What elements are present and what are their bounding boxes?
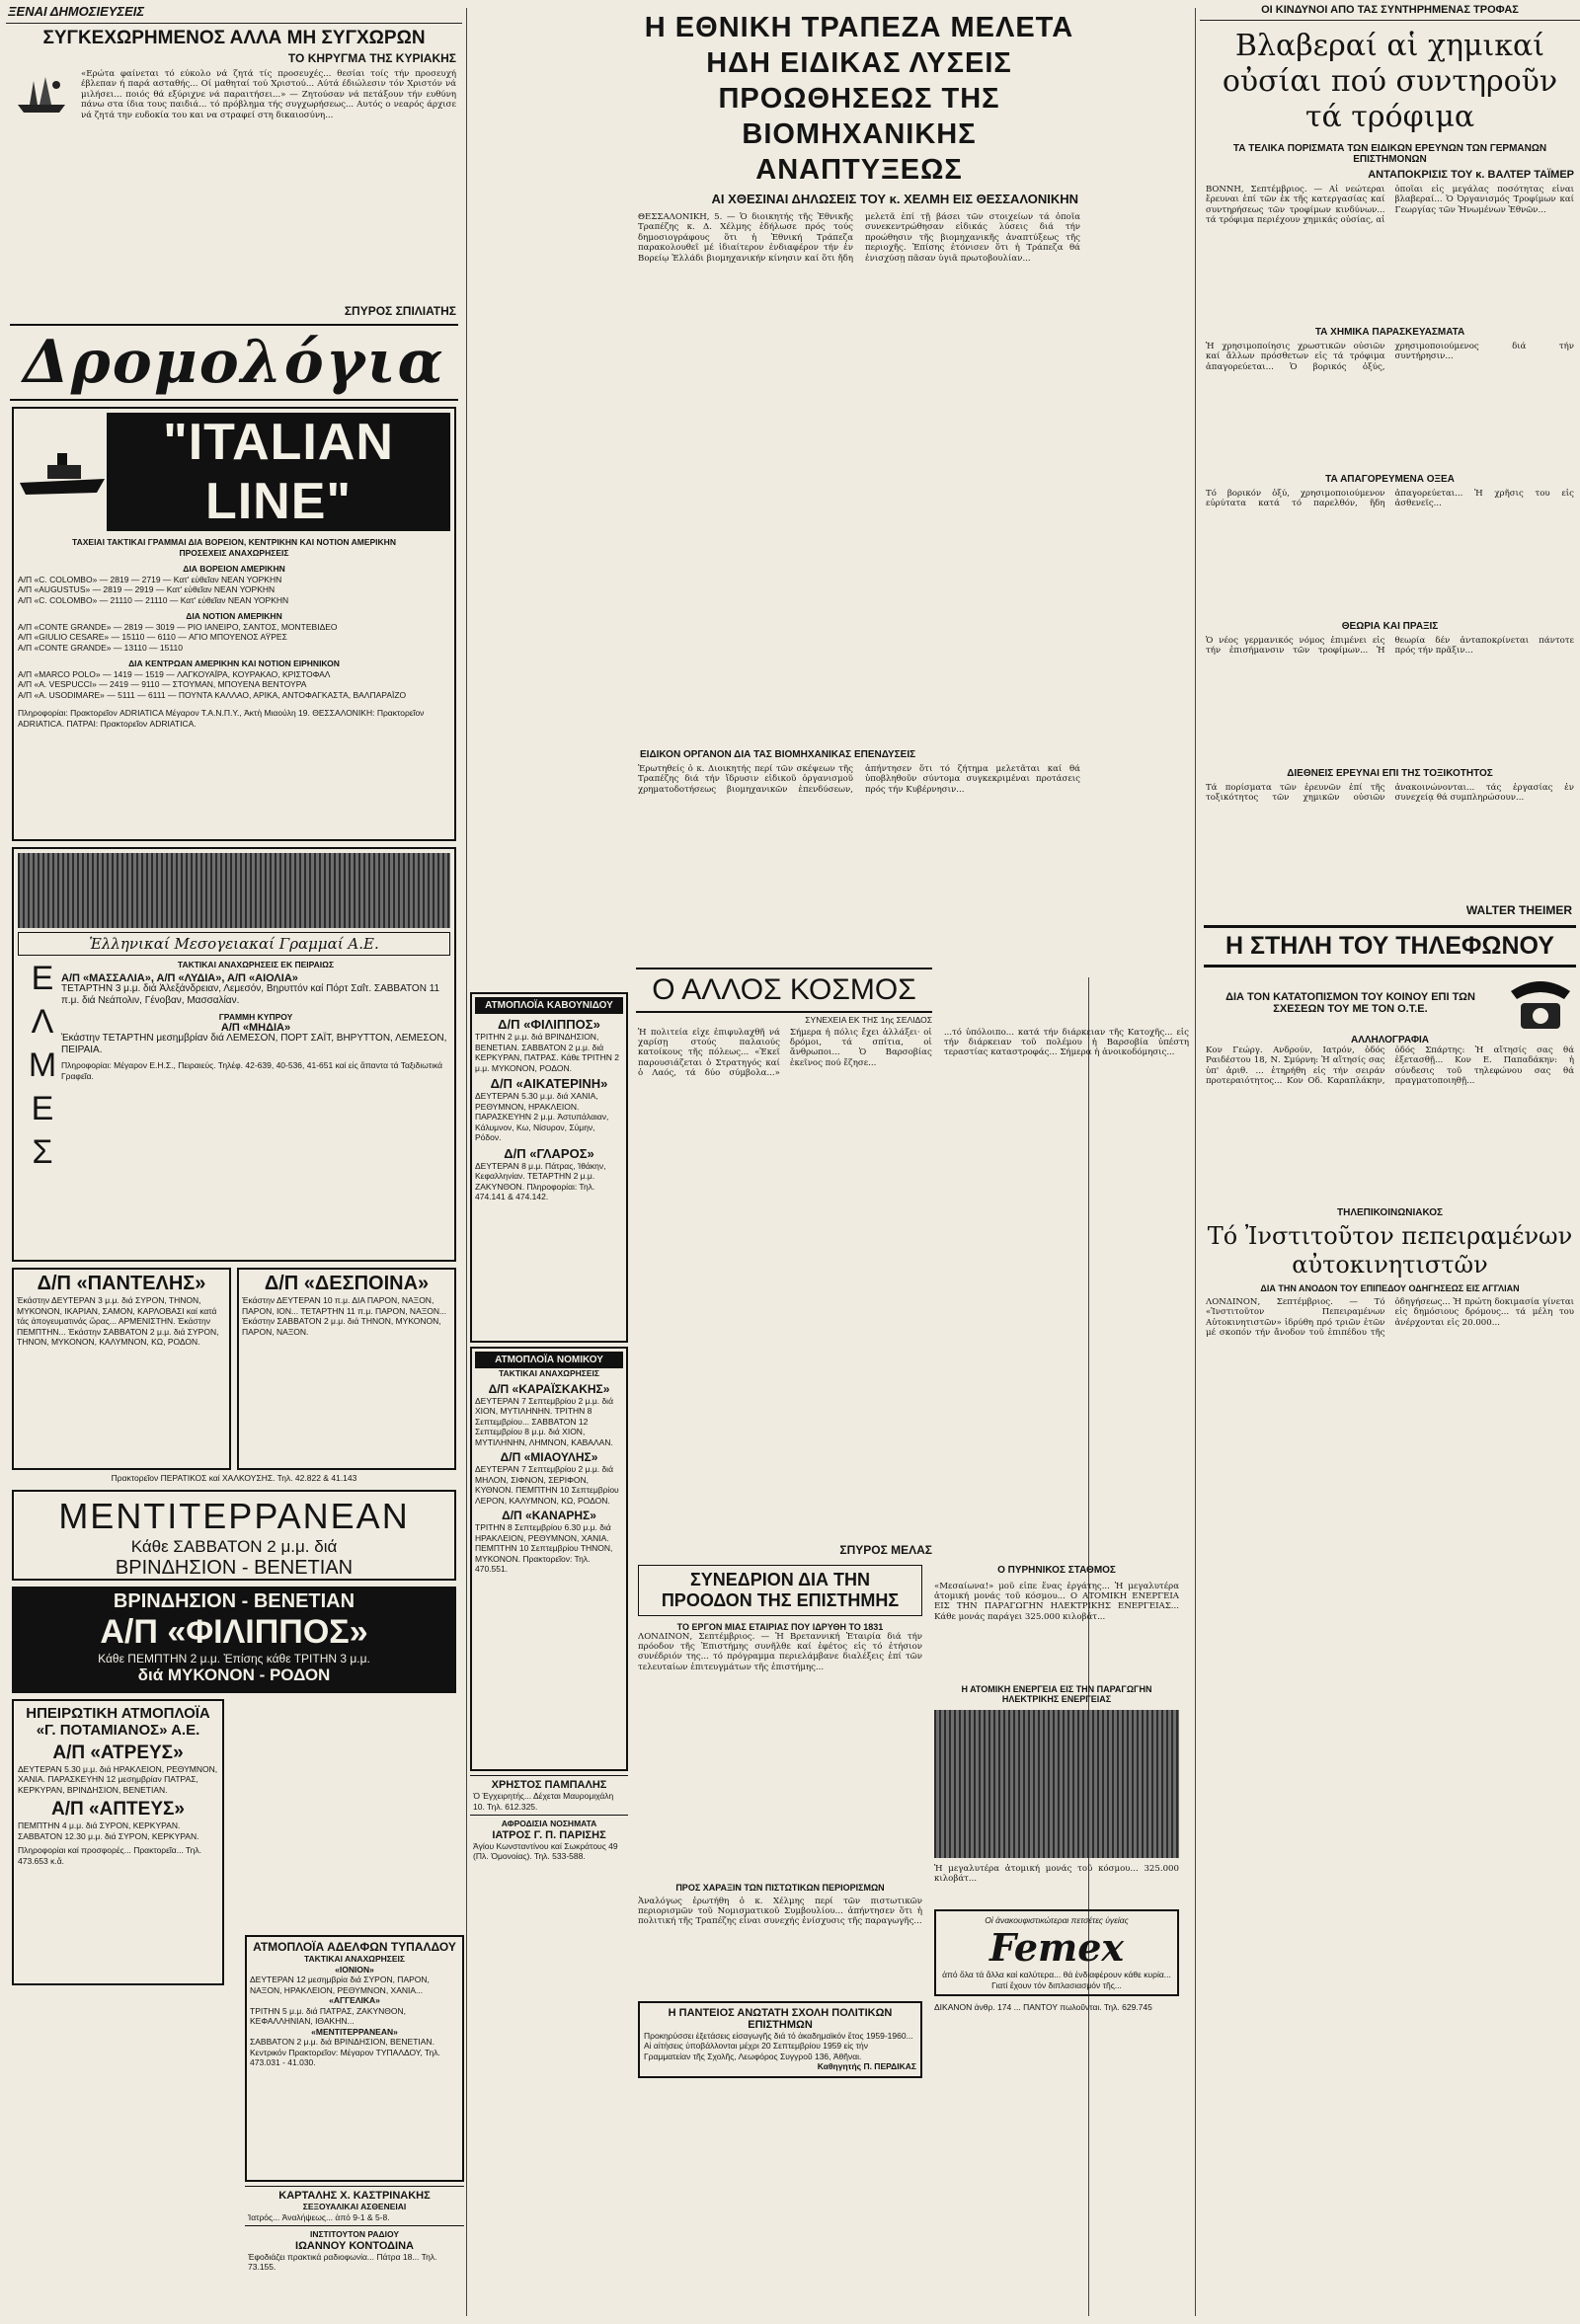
north-header: ΔΙΑ ΒΟΡΕΙΟΝ ΑΜΕΡΙΚΗΝ bbox=[183, 564, 285, 574]
kavounidis-brand: ΑΤΜΟΠΛΟΪΑ ΚΑΒΟΥΝΙΔΟΥ bbox=[475, 997, 623, 1014]
doctor3-text: Ἰατρός... Ἀναλήψεως... ἀπό 9-1 & 5-8. bbox=[248, 2211, 390, 2222]
main-body2: Ἐρωτηθείς ὁ κ. Διοικητής περί τῶν σκέψεων τῆς Τραπέζης διά τήν ἵδρυσιν εἰδικοῦ ὀργανισμοῦ χρηματοδοτήσεως βιομηχανικῶν ἐπενδύσεων, ἀπήντησεν ὅτι τό ζήτημα μελετᾶται καί θά ὑποβληθοῦν σύντομα συγκεκριμέναι προτάσεις πρός τήν Κυβέρνησιν... bbox=[638, 764, 1080, 795]
nomikos-ad bbox=[470, 1347, 628, 1771]
radio-text: Ἐφοδιάζει πρακτικά ραδιοφωνία... Πάτρα 18... Τηλ. 73.155. bbox=[248, 2251, 437, 2272]
doctor3-name: ΚΑΡΤΑΛΗΣ Χ. ΚΑΣΤΡΙΝΑΚΗΣ bbox=[278, 2190, 431, 2202]
nuclear-body: «Μεσαίωνα!» μοῦ εἶπε ἕνας ἐργάτης... Ἡ μεγαλυτέρα ἀτομική μονάς τοῦ κόσμου... Ο ΑΤΟΜΙΚΗ ΕΝΕΡΓΕΙΑ ΕΙΣ ΤΗΝ ΠΑΡΑΓΩΓΗΝ ΗΛΕΚΤΡΙΚΗΣ ΕΝΕΡΓΕΙΑΣ... Κάθε μονάς παράγει 325.000 κιλοβάτ... bbox=[934, 1581, 1179, 1622]
tilep-headline: Τό Ἰνστιτοῦτον πεπειραμένων αὐτοκινητιστῶν bbox=[1207, 1222, 1573, 1278]
hellenic-name: Ἑλληνικαί Μεσογειακαί Γραμμαί Α.Ε. bbox=[18, 932, 450, 956]
typaldos-ship3-text: ΣΑΒΒΑΤΟΝ 2 μ.μ. διά ΒΡΙΝΔΗΣΙΟΝ, ΒΕΝΕΤΙΑΝ. bbox=[250, 2037, 434, 2047]
synedrion-body: ΛΟΝΔΙΝΟΝ, Σεπτέμβριος. — Ἡ Βρεταννική Ἑταιρία διά τήν πρόοδον τῆς Ἐπιστήμης συνῆλθε καί ἐφέτος εἰς τό ἐτήσιον συνέδριόν της... τό πρόγραμμα περιελάμβανε διαλέξεις ἐπί τῶν τελευταίων ἐπιτευγμάτων τῆς ἐπιστήμης... bbox=[638, 1631, 922, 1672]
typaldos-info: Κεντρικόν Πρακτορεῖον: Μέγαρον ΤΥΠΑΛΔΟΥ, Τηλ. 473.031 - 41.030. bbox=[250, 2047, 440, 2067]
main-headline: Η ΕΘΝΙΚΗ ΤΡΑΠΕΖΑ ΜΕΛΕΤΑ ΗΔΗ ΕΙΔΙΚΑΣ ΛΥΣΕΙΣ ΠΡΟΩΘΗΣΕΩΣ ΤΗΣ ΒΙΟΜΗΧΑΝΙΚΗΣ ΑΝΑΠΤΥΞΕΩΣ bbox=[644, 12, 1074, 186]
nuclear-title: Ο ΠΥΡΗΝΙΚΟΣ ΣΤΑΘΜΟΣ bbox=[997, 1564, 1116, 1576]
pantelis-ad bbox=[12, 1268, 231, 1470]
potamianos-ad bbox=[12, 1699, 224, 1985]
south-row: Α/Π «CONTE GRANDE» — 2819 — 3019 — ΡΙΟ ΙΑΝΕΙΡΟ, ΣΑΝΤΟΣ, ΜΟΝΤΕΒΙΔΕΟ bbox=[18, 621, 338, 632]
nomikos-header: ΤΑΚΤΙΚΑΙ ΑΝΑΧΩΡΗΣΕΙΣ bbox=[498, 1368, 600, 1378]
section-kicker: ΞΕΝΑΙ ΔΗΜΟΣΙΕΥΣΕΙΣ bbox=[6, 0, 462, 24]
nomikos-ship1-text: ΔΕΥΤΕΡΑΝ 7 Σεπτεμβρίου 2 μ.μ. διά ΧΙΟΝ, ΜΥΤΙΛΗΝΗΝ. ΤΡΙΤΗΝ 8 Σεπτεμβρίου... ΣΑΒΒΑΤΟΝ 12 Σεπτεμβρίου 8 μ.μ. διά ΧΙΟΝ, ΜΥΤΙΛΗΝΗΝ, ΛΗΜΝΟΝ, ΚΑΒΑΛΑΝ. bbox=[475, 1395, 613, 1447]
food-body: ΒΟΝΝΗ, Σεπτέμβριος. — Αἱ νεώτεραι ἔρευναι ἐπί τῶν ἐκ τῆς κατεργασίας καί συντηρήσεως τῶν τροφίμων κινδύνων... τά τρόφιμα περιέχουν χημικάς οὐσίας, αἱ ὁποῖαι εἰς μεγάλας ποσότητας εἶναι βλαβεραί... Ὁ Ὀργανισμός Τροφίμων καί Γεωργίας τῶν Ἡνωμένων Ἐθνῶν... bbox=[1206, 185, 1574, 226]
south-row: Α/Π «CONTE GRANDE» — 13110 — 15110 bbox=[18, 642, 183, 653]
sermon-source: ΤΟ ΚΗΡΥΓΜΑ ΤΗΣ ΚΥΡΙΑΚΗΣ bbox=[287, 51, 456, 65]
central-row: Α/Π «A. VESPUCCI» — 2419 — 9110 — ΣΤΟΥΜΑΝ, ΜΠΟΥΕΝΑ ΒΕΝΤΟΥΡΑ bbox=[18, 679, 307, 689]
food-body-c: Ὁ νέος γερμανικός νόμος ἐπιμένει εἰς τήν ἐπισήμανσιν τῶν τροφίμων... Ἡ θεωρία δέν ἀνταποκρίνεται πάντοτε πρός τήν πρᾶξιν... bbox=[1206, 636, 1574, 657]
italian-line-brand: "ITALIAN LINE" bbox=[107, 413, 450, 531]
main-sub2: ΕΙΔΙΚΟΝ ΟΡΓΑΝΟΝ ΔΙΑ ΤΑΣ ΒΙΟΜΗΧΑΝΙΚΑΣ ΕΠΕΝΔΥΣΕΙΣ bbox=[640, 749, 916, 760]
nomikos-ship3: Δ/Π «ΚΑΝΑΡΗΣ» bbox=[502, 1509, 596, 1522]
radio-ad bbox=[245, 2225, 464, 2276]
north-row: Α/Π «AUGUSTUS» — 2819 — 2919 — Κατ' εὐθεῖαν ΝΕΑΝ ΥΟΡΚΗΝ bbox=[18, 584, 276, 594]
north-row: Α/Π «C. COLOMBO» — 2819 — 2719 — Κατ' εὐθεῖαν ΝΕΑΝ ΥΟΡΚΗΝ bbox=[18, 574, 282, 584]
doctor1-ad bbox=[470, 1775, 628, 1815]
filippos-line2: Α/Π «ΦΙΛΙΠΠΟΣ» bbox=[100, 1612, 368, 1651]
food-sub-d: ΔΙΕΘΝΕΙΣ ΕΡΕΥΝΑΙ ΕΠΙ ΤΗΣ ΤΟΞΙΚΟΤΗΤΟΣ bbox=[1287, 768, 1493, 779]
filippos-banner bbox=[12, 1587, 456, 1693]
italian-subtitle2: ΠΡΟΣΕΧΕΙΣ ΑΝΑΧΩΡΗΣΕΙΣ bbox=[179, 547, 289, 558]
typaldos-ad bbox=[245, 1935, 464, 2182]
food-signature: WALTER THEIMER bbox=[1465, 903, 1572, 917]
food-sub-b: ΤΑ ΑΠΑΓΟΡΕΥΜΕΝΑ ΟΞΕΑ bbox=[1325, 474, 1455, 485]
hellenic-days: ΤΕΤΑΡΤΗΝ 3 μ.μ. διά Ἀλεξάνδρειαν, Λεμεσόν, Βηρυττόν καί Πόρτ Σαΐτ. ΣΑΒΒΑΤΟΝ 11 π.μ. διά Νεάπολιν, Γένοβαν, Μασσαλίαν. bbox=[61, 983, 440, 1006]
allos-kosmos-title: Ο ΑΛΛΟΣ ΚΟΣΜΟΣ bbox=[636, 968, 932, 1013]
synedrion-sub: ΤΟ ΕΡΓΟΝ ΜΙΑΣ ΕΤΑΙΡΙΑΣ ΠΟΥ ΙΔΡΥΘΗ ΤΟ 1831 bbox=[676, 1621, 884, 1632]
doctor3-title: ΣΕΞΟΥΑΛΙΚΑΙ ΑΣΘΕΝΕΙΑΙ bbox=[302, 2202, 407, 2211]
kavounidis-ship3-text: ΔΕΥΤΕΡΑΝ 8 μ.μ. Πάτρας, Ἰθάκην, Κεφαλληνίαν. ΤΕΤΑΡΤΗΝ 2 μ.μ. ΖΑΚΥΝΘΟΝ. Πληροφορίαι: Τηλ. 474.141 & 474.142. bbox=[475, 1160, 606, 1201]
pantelis-text: Ἑκάστην ΔΕΥΤΕΡΑΝ 3 μ.μ. διά ΣΥΡΟΝ, ΤΗΝΟΝ, ΜΥΚΟΝΟΝ, ΙΚΑΡΙΑΝ, ΣΑΜΟΝ, ΚΑΡΛΟΒΑΣΙ καί κατά τάς ἀπογευματινάς ὥρας... ΑΡΜΕΝΙΣΤΗΝ. Ἑκάστην ΠΕΜΠΤΗΝ... Ἑκάστην ΣΑΒΒΑΤΟΝ 2 μ.μ. διά ΣΥΡΟΝ, ΤΗΝΟΝ, ΜΥΚΟΝΟΝ, ΚΑΛΥΜΝΟΝ, ΚΩ, ΡΟΔΟΝ. bbox=[17, 1295, 219, 1347]
typaldos-header: ΤΑΚΤΙΚΑΙ ΑΝΑΧΩΡΗΣΕΙΣ bbox=[303, 1954, 406, 1964]
nuclear-sub: Η ΑΤΟΜΙΚΗ ΕΝΕΡΓΕΙΑ ΕΙΣ ΤΗΝ ΠΑΡΑΓΩΓΗΝ ΗΛΕΚΤΡΙΚΗΣ ΕΝΕΡΓΕΙΑΣ bbox=[961, 1683, 1152, 1704]
kavounidis-ship2-text: ΔΕΥΤΕΡΑΝ 5.30 μ.μ. διά ΧΑΝΙΑ, ΡΕΘΥΜΝΟΝ, ΗΡΑΚΛΕΙΟΝ. ΠΑΡΑΣΚΕΥΗΝ 2 μ.μ. Ἀστυπάλαιαν, Κάλυμνον, Κω, Νίσυρον, Σύμην, Ρόδον. bbox=[475, 1091, 609, 1142]
tilep-kicker: ΤΗΛΕΠΙΚΟΙΝΩΝΙΑΚΟΣ bbox=[1337, 1207, 1443, 1218]
potamianos-ship1: Α/Π «ΑΤΡΕΥΣ» bbox=[52, 1742, 184, 1763]
femex-tag: Οἱ ἀνακουφιστικώτεραι πετσέτες ὑγείας bbox=[985, 1914, 1129, 1925]
phone-body: Κον Γεώργ. Ανδρούν, Ιατρόν, ὁδός Ραιδέστου 18, Ν. Σμύρνη: Ἡ αἴτησίς σας ὑπ' ἀριθ. ... ἐτηρήθη εἰς τήν σειράν προτεραιότητος... Κον Οδ. Καραπλάκην, ὁδός Σπάρτης: Ἡ αἴτησίς σας θά ἐξετασθῇ... Κον Ε. Παπαδάκην: ἡ σύνδεσις τοῦ τηλεφώνου σας θά πραγματοποιηθῇ... bbox=[1206, 1046, 1574, 1087]
tilep-body: ΛΟΝΔΙΝΟΝ, Σεπτέμβριος. — Τό «Ἰνστιτοῦτον Πεπειραμένων Αὐτοκινητιστῶν» ἱδρύθη πρό τριῶν ἐτῶν μέ σκοπόν τήν ἄνοδον τοῦ ἐπιπέδου τῆς ὁδηγήσεως... Ἡ πρώτη δοκιμασία γίνεται εἰς δημόσιους δρόμους... τά μέλη του ἀνέρχονται εἰς 20.000... bbox=[1206, 1297, 1574, 1339]
allos-kosmos-signature: ΣΠΥΡΟΣ ΜΕΛΑΣ bbox=[839, 1542, 932, 1557]
kavounidis-ship2: Δ/Π «ΑΙΚΑΤΕΡΙΝΗ» bbox=[490, 1076, 608, 1091]
pantios-ad bbox=[638, 2001, 922, 2078]
lower-center-block bbox=[632, 968, 1195, 2324]
hellenic-header: ΤΑΚΤΙΚΑΙ ΑΝΑΧΩΡΗΣΕΙΣ ΕΚ ΠΕΙΡΑΙΩΣ bbox=[177, 960, 335, 969]
north-row: Α/Π «C. COLOMBO» — 21110 — 21110 — Κατ' εὐθεῖαν ΝΕΑΝ ΥΟΡΚΗΝ bbox=[18, 594, 289, 605]
nomikos-ship2-text: ΔΕΥΤΕΡΑΝ 7 Σεπτεμβρίου 2 μ.μ. διά ΜΗΛΟΝ, ΣΙΦΝΟΝ, ΣΕΡΙΦΟΝ, ΚΥΘΝΟΝ. ΠΕΜΠΤΗΝ 10 Σεπτεμβρίου ΛΕΡΟΝ, ΚΑΛΥΜΝΟΝ, ΚΩ, ΡΟΔΟΝ. bbox=[475, 1464, 619, 1506]
typaldos-block bbox=[245, 1935, 464, 2324]
radio-title: ΙΝΣΤΙΤΟΥΤΟΝ ΡΑΔΙΟΥ bbox=[309, 2229, 400, 2239]
food-body-a: Ἡ χρησιμοποίησις χρωστικῶν οὐσιῶν καί ἄλλων πρόσθετων εἰς τά τρόφιμα ἀπαγορεύεται... Ὁ βορικός ὀξύς, χρησιμοποιούμενος διά τήν συντήρησιν... bbox=[1206, 342, 1574, 372]
typaldos-title: ΑΤΜΟΠΛΟΪΑ ΑΔΕΛΦΩΝ ΤΥΠΑΛΔΟΥ bbox=[253, 1940, 456, 1954]
doctor3-ad bbox=[245, 2186, 464, 2225]
radio-name: ΙΩΑΝΝΟΥ ΚΟΝΤΟΔΙΝΑ bbox=[295, 2239, 414, 2252]
column-5 bbox=[1200, 0, 1580, 2324]
food-sub-c: ΘΕΩΡΙΑ ΚΑΙ ΠΡΑΞΙΣ bbox=[1341, 621, 1439, 632]
mediterranean-line1: Κάθε ΣΑΒΒΑΤΟΝ 2 μ.μ. διά bbox=[130, 1536, 338, 1556]
typaldos-ship1: «ΙΟΝΙΟΝ» bbox=[335, 1964, 374, 1975]
despoina-ad bbox=[237, 1268, 456, 1470]
potamianos-ship2: Α/Π «ΑΠΤΕΥΣ» bbox=[51, 1799, 185, 1820]
nomikos-brand: ΑΤΜΟΠΛΟΪΑ ΝΟΜΙΚΟΥ bbox=[475, 1352, 623, 1368]
phone-section: ΑΛΛΗΛΟΓΡΑΦΙΑ bbox=[1350, 1035, 1430, 1046]
doctor2-text: Ἀγίου Κωνσταντίνου καί Σωκράτους 49 (Πλ. Ὁμονοίας). Τηλ. 533-588. bbox=[473, 1840, 618, 1861]
food-headline: Βλαβεραί αἱ χημικαί οὐσίαι πού συντηροῦν τά τρόφιμα bbox=[1222, 29, 1558, 134]
typaldos-ship3: «ΜΕΝΤΙΤΕΡΡΑΝΕΑΝ» bbox=[311, 2026, 398, 2037]
despoina-title: Δ/Π «ΔΕΣΠΟΙΝΑ» bbox=[264, 1273, 430, 1294]
nomikos-ship2: Δ/Π «ΜΙΑΟΥΛΗΣ» bbox=[500, 1450, 598, 1464]
middle-ads-block bbox=[470, 992, 628, 2324]
femex-brand: Femex bbox=[988, 1925, 1125, 1970]
femex-text: ἀπό ὅλα τά ἄλλα καί καλύτερα... θά ἐνδιαφέρουν κάθε κυρία... Γιατί ἔχουν τόν διπλασιασμόν τῆς... bbox=[942, 1970, 1171, 1990]
main-subhead: ΑΙ ΧΘΕΣΙΝΑΙ ΔΗΛΩΣΕΙΣ ΤΟΥ κ. ΧΕΛΜΗ ΕΙΣ ΘΕΣΣΑΛΟΝΙΚΗΝ bbox=[711, 192, 1078, 206]
pantios-title: Η ΠΑΝΤΕΙΟΣ ΑΝΩΤΑΤΗ ΣΧΟΛΗ ΠΟΛΙΤΙΚΩΝ ΕΠΙΣΤΗΜΩΝ bbox=[668, 2006, 893, 2031]
south-row: Α/Π «GIULIO CESARE» — 15110 — 6110 — ΑΓΙΟ ΜΠΟΥΕΝΟΣ ΑΫΡΕΣ bbox=[18, 632, 287, 642]
kavounidis-ship3: Δ/Π «ΓΛΑΡΟΣ» bbox=[504, 1145, 594, 1161]
main-body: ΘΕΣΣΑΛΟΝΙΚΗ, 5. — Ὁ διοικητής τῆς Ἐθνικῆς Τραπέζης κ. Δ. Χέλμης ἐδήλωσε πρός τούς δημοσιογράφους ὅτι ἡ Ἐθνική Τράπεζα παρακολουθεῖ μέ ἰδιαίτερον ἐνδιαφέρον τήν ἐν Βορείῳ Ἑλλάδι βιομηχανικήν κίνησιν καί ὅτι ἤδη μελετᾶ ἐπί τῇ βάσει τῶν στοιχείων τά ὁποῖα συνεκεντρώθησαν εἰδικάς λύσεις διά τήν προώθησιν τῆς βιομηχανικῆς ἀναπτύξεως τῆς περιοχῆς. Ἐπίσης ἐτόνισεν ὅτι ἡ Τράπεζα θά ἐνισχύσῃ πᾶσαν ὑγιᾶ πρωτοβουλίαν... bbox=[638, 212, 1080, 264]
mediterranean-line2: ΒΡΙΝΔΗΣΙΟΝ - ΒΕΝΕΤΙΑΝ bbox=[115, 1556, 354, 1579]
nomikos-ship1: Δ/Π «ΚΑΡΑΪΣΚΑΚΗΣ» bbox=[488, 1381, 610, 1396]
tilep-subhead: ΔΙΑ ΤΗΝ ΑΝΟΔΟΝ ΤΟΥ ΕΠΙΠΕΔΟΥ ΟΔΗΓΗΣΕΩΣ ΕΙΣ ΑΓΓΛΙΑΝ bbox=[1260, 1283, 1520, 1293]
typaldos-ship2: «ΑΓΓΕΛΙΚΑ» bbox=[329, 1995, 380, 2005]
doctor1-text: Ὁ Ἐγχειρητής... Δέχεται Μαυρομιχάλη 10. Τηλ. 612.325. bbox=[473, 1791, 614, 1812]
mediterranean-ad bbox=[12, 1490, 456, 1581]
doctor2-name: ΙΑΤΡΟΣ Γ. Π. ΠΑΡΙΣΗΣ bbox=[492, 1828, 606, 1841]
kavounidis-ad bbox=[470, 992, 628, 1343]
italian-subtitle: ΤΑΧΕΙΑΙ ΤΑΚΤΙΚΑΙ ΓΡΑΜΜΑΙ ΔΙΑ ΒΟΡΕΙΟΝ, ΚΕΝΤΡΙΚΗΝ ΚΑΙ ΝΟΤΙΟΝ ΑΜΕΡΙΚΗΝ bbox=[72, 537, 396, 547]
potamianos-title: ΗΠΕΙΡΩΤΙΚΗ ΑΤΜΟΠΛΟΪΑ «Γ. ΠΟΤΑΜΙΑΝΟΣ» Α.Ε. bbox=[26, 1704, 210, 1739]
ship-drawing-icon bbox=[12, 71, 71, 116]
central-header: ΔΙΑ ΚΕΝΤΡΩΑΝ ΑΜΕΡΙΚΗΝ ΚΑΙ ΝΟΤΙΟΝ ΕΙΡΗΝΙΚΟΝ bbox=[128, 658, 340, 668]
allos-kosmos-continued: ΣΥΝΕΧΕΙΑ ΕΚ ΤΗΣ 1ης ΣΕΛΙΔΟΣ bbox=[805, 1015, 932, 1025]
synedrion-sub2: ΠΡΟΣ ΧΑΡΑΞΙΝ ΤΩΝ ΠΙΣΤΩΤΙΚΩΝ ΠΕΡΙΟΡΙΣΜΩΝ bbox=[675, 1882, 885, 1893]
nuclear-plant-photo bbox=[934, 1710, 1179, 1858]
ship-photo bbox=[18, 853, 450, 928]
pantelis-title: Δ/Π «ΠΑΝΤΕΛΗΣ» bbox=[37, 1273, 206, 1294]
cyprus-ship: Α/Π «ΜΗΔΙΑ» bbox=[220, 1021, 291, 1034]
synedrion-body2: Ἀναλόγως ἐρωτήθη ὁ κ. Χέλμης περί τῶν πιστωτικῶν περιορισμῶν τοῦ Νομισματικοῦ Συμβουλίου... ἀπήντησεν ὅτι ἡ πολιτική τῆς Τραπέζης εἶναι συνεχής ἐνίσχυσις τῆς παραγωγῆς... bbox=[638, 1896, 922, 1927]
italian-agents: Πληροφορίαι: Πρακτορεῖον ADRIATICA Μέγαρον Τ.Α.Ν.Π.Υ., Ἀκτὴ Μιαούλη 19. ΘΕΣΣΑΛΟΝΙΚΗ: Πρακτορεῖον ADRIATICA. ΠΑΤΡΑΙ: Πρακτορεῖον ADRIATICA. bbox=[18, 708, 425, 729]
food-sub-a: ΤΑ ΧΗΜΙΚΑ ΠΑΡΑΣΚΕΥΑΣΜΑΤΑ bbox=[1314, 327, 1465, 338]
allos-kosmos-body: Ἡ πολιτεία εἶχε ἐπιφυλαχθῆ νά χαρίσῃ στούς παλαιούς κατοίκους τῆς πόλεως... «Ἐκεῖ παρουσιάζεται ὁ Στρατηγός καί ὁ Λαός, τά δύο σύμβολα...» Σήμερα ἡ πόλις ἔχει ἀλλάξει· οἱ δρόμοι, τά σπίτια, οἱ ἄνθρωποι... Ὁ Βαρσοβίας ἐκεῖνος πού ἔζησε... bbox=[638, 1027, 932, 1079]
typaldos-ship1-text: ΔΕΥΤΕΡΑΝ 12 μεσημβρία διά ΣΥΡΟΝ, ΠΑΡΟΝ, ΝΑΞΟΝ, ΗΡΑΚΛΕΙΟΝ, ΡΕΘΥΜΝΟΝ, ΧΑΝΙΑ... bbox=[250, 1975, 430, 1995]
ship-silhouette-icon bbox=[18, 443, 107, 501]
filippos-line3: Κάθε ΠΕΜΠΤΗΝ 2 μ.μ. Ἐπίσης κάθε ΤΡΙΤΗΝ 3 μ.μ. bbox=[98, 1651, 370, 1666]
hellenic-lines-ad bbox=[12, 847, 456, 1262]
filippos-line4: διά ΜΥΚΟΝΟΝ - ΡΟΔΟΝ bbox=[137, 1665, 331, 1684]
potamianos-agents: Πληροφορίαι καί προσφορές... Πρακτορεῖα... Τηλ. 473.653 κ.ἄ. bbox=[18, 1845, 201, 1866]
potamianos-ship1-text: ΔΕΥΤΕΡΑΝ 5.30 μ.μ. διά ΗΡΑΚΛΕΙΟΝ, ΡΕΘΥΜΝΟΝ, ΧΑΝΙΑ. ΠΑΡΑΣΚΕΥΗΝ 12 μεσημβρίαν ΠΑΤΡΑΣ, ΚΕΡΚΥΡΑΝ, ΒΡΙΝΔΗΣΙΟΝ, ΒΕΝΕΤΙΑΝ. bbox=[18, 1763, 218, 1795]
synedrion-title: ΣΥΝΕΔΡΙΟΝ ΔΙΑ ΤΗΝ ΠΡΟΟΔΟΝ ΤΗΣ ΕΠΙΣΤΗΜΗΣ bbox=[638, 1565, 922, 1616]
elmes-vertical-brand: ΕΛΜΕΣ bbox=[24, 960, 61, 1177]
food-body-d: Τά πορίσματα τῶν ἐρευνῶν ἐπί τῆς τοξικότητος τῶν χημικῶν οὐσιῶν ἀνακοινώνονται... τάς ἐργασίας ἐν συνεχείᾳ θά συμπληρώσουν... bbox=[1206, 783, 1574, 804]
doctor2-title: ΑΦΡΟΔΙΣΙΑ ΝΟΣΗΜΑΤΑ bbox=[501, 1819, 597, 1828]
dromologia-title: Δρομολόγια bbox=[10, 324, 458, 401]
phone-column-title: Η ΣΤΗΛΗ ΤΟΥ ΤΗΛΕΦΩΝΟΥ bbox=[1204, 925, 1576, 968]
femex-distributor: ΔΙΚΑΝΟΝ ἀνθρ. 174 ... ΠΑΝΤΟΥ πωλοῦνται. Τηλ. 629.745 bbox=[934, 2002, 1152, 2012]
sermon-body: «Ερώτα φαίνεται τό εύκολο νά ζητά τίς προσευχές... θεσίαι τοίς τήν προσευχή έβλεπαν ή παρά ασταθής... Οί μαθηταί τού Χριστού... Αύτά έδιώλεσιν τόν Χριστόν νά μιλήσει... ποιός θά εξύριχνε νά παραιτήσει...» — Ζητούσαν νά πετάξουν τήν ευθύνη πάνω στα ίδια τους παιδιά... τό πρόβλημα τής συγχωρήσεως... Αυτός ο νεαρός άρχισε νά ζητά την ευδοκία του και να στραφεί στη δικαιοσύνη... bbox=[81, 69, 456, 120]
doctor1-name: ΧΡΗΣΤΟΣ ΠΑΜΠΑΛΗΣ bbox=[491, 1779, 607, 1791]
central-row: Α/Π «MARCO POLO» — 1419 — 1519 — ΛΑΓΚΟΥΑΪΡΑ, ΚΟΥΡΑΚΑΟ, ΚΡΙΣΤΟΦΑΛ bbox=[18, 668, 331, 679]
kavounidis-ship1: Δ/Π «ΦΙΛΙΠΠΟΣ» bbox=[498, 1017, 600, 1032]
potamianos-ship2-text: ΠΕΜΠΤΗΝ 4 μ.μ. διά ΣΥΡΟΝ, ΚΕΡΚΥΡΑΝ. ΣΑΒΒΑΤΟΝ 12.30 μ.μ. διά ΣΥΡΟΝ, ΚΕΡΚΥΡΑΝ. bbox=[18, 1820, 199, 1841]
telephone-icon bbox=[1501, 971, 1580, 1035]
typaldos-ship2-text: ΤΡΙΤΗΝ 5 μ.μ. διά ΠΑΤΡΑΣ, ΖΑΚΥΝΘΟΝ, ΚΕΦΑΛΛΗΝΙΑΝ, ΙΘΑΚΗΝ... bbox=[250, 2005, 407, 2026]
food-body-b: Τό βορικόν ὀξύ, χρησιμοποιούμενον εὐρύτατα κατά τό παρελθόν, ἤδη ἀπαγορεύεται... Ἡ χρῆσις του εἰς ἀσθενεῖς... bbox=[1206, 489, 1574, 509]
col4-body-top: ...τό ὑπόλοιπο... κατά τήν διάρκειαν τῆς Κατοχῆς... εἰς τήν διάρκειαν τοῦ πολέμου ἡ Βαρσοβία ὑπέστη τεραστίας καταστροφάς... Σήμερα ἡ ἀνοικοδόμησις... bbox=[943, 1027, 1189, 1058]
despoina-text: Ἑκάστην ΔΕΥΤΕΡΑΝ 10 π.μ. ΔΙΑ ΠΑΡΟΝ, ΝΑΞΟΝ, ΠΑΡΟΝ, ΙΟΝ... ΤΕΤΑΡΤΗΝ 11 π.μ. ΠΑΡΟΝ, ΝΑΞΟΝ... Ἑκάστην ΣΑΒΒΑΤΟΝ 2 μ.μ. διά ΤΗΝΟΝ, ΜΥΚΟΝΟΝ, ΠΑΡΟΝ, ΝΑΞΟΝ. bbox=[242, 1295, 447, 1337]
pantios-body: Προκηρύσσει ἐξετάσεις εἰσαγωγῆς διά τό ἀκαδημαϊκόν ἔτος 1959-1960... Αἱ αἰτήσεις ὑποβάλλονται μέχρι 20 Σεπτεμβρίου 1959 εἰς τήν Γραμματείαν τῆς Σχολῆς, Λεωφόρος Συγγροῦ 136, Ἀθῆναι. bbox=[644, 2030, 913, 2061]
mediterranean-title: ΜΕΝΤΙΤΕΡΡΑΝΕΑΝ bbox=[58, 1495, 410, 1536]
hellenic-ships: Α/Π «ΜΑΣΣΑΛΙΑ», Α/Π «ΛΥΔΙΑ», Α/Π «ΑΙΟΛΙΑ» bbox=[61, 971, 298, 984]
italian-line-ad bbox=[12, 407, 456, 841]
nomikos-ship3-text: ΤΡΙΤΗΝ 8 Σεπτεμβρίου 6.30 μ.μ. διά ΗΡΑΚΛΕΙΟΝ, ΡΕΘΥΜΝΟΝ, ΧΑΝΙΑ. ΠΕΜΠΤΗΝ 10 Σεπτεμβρίου ΤΗΝΟΝ, ΜΥΚΟΝΟΝ. Πρακτορεῖον: Τηλ. 470.551. bbox=[475, 1522, 613, 1574]
central-row: Α/Π «A. USODIMARE» — 5111 — 6111 — ΠΟΥΝΤΑ ΚΑΛΛΑΟ, ΑΡΙΚΑ, ΑΝΤΟΦΑΓΚΑΣΤΑ, ΒΑΛΠΑΡΑΪΖΟ bbox=[18, 689, 407, 700]
sermon-headline: ΣΥΓΚΕΧΩΡΗΜΕΝΟΣ ΑΛΛΑ ΜΗ ΣΥΓΧΩΡΩΝ bbox=[42, 28, 426, 48]
food-kicker: ΟΙ ΚΙΝΔΥΝΟΙ ΑΠΟ ΤΑΣ ΣΥΝΤΗΡΗΜΕΝΑΣ ΤΡΟΦΑΣ bbox=[1200, 0, 1580, 21]
sermon-signature: ΣΠΥΡΟΣ ΣΠΙΛΙΑΤΗΣ bbox=[344, 304, 456, 318]
food-byline: ΑΝΤΑΠΟΚΡΙΣΙΣ ΤΟΥ κ. ΒΑΛΤΕΡ ΤΑΪΜΕΡ bbox=[1368, 169, 1574, 181]
hellenic-info: Πληροφορίαι: Μέγαρον Ε.Η.Σ., Πειραιεύς. Τηλέφ. 42-639, 40-536, 41-651 καί εἰς ἅπαντα τά Ταξιδιωτικά Γραφεῖα. bbox=[61, 1060, 443, 1081]
cyprus-header: ΓΡΑΜΜΗ ΚΥΠΡΟΥ bbox=[218, 1012, 293, 1022]
doctor2-ad bbox=[470, 1815, 628, 1865]
nuclear-caption: Ἡ μεγαλυτέρα ἀτομική μονάς τοῦ κόσμου... 325.000 κιλοβάτ... bbox=[934, 1863, 1179, 1884]
cyprus-text: Ἑκάστην ΤΕΤΑΡΤΗΝ μεσημβρίαν διά ΛΕΜΕΣΟΝ, ΠΟΡΤ ΣΑΪΤ, ΒΗΡΥΤΤΟΝ, ΛΕΜΕΣΟΝ, ΠΕΙΡΑΙΑ. bbox=[61, 1033, 447, 1055]
kavounidis-ship1-text: ΤΡΙΤΗΝ 2 μ.μ. διά ΒΡΙΝΔΗΣΙΟΝ, ΒΕΝΕΤΙΑΝ. ΣΑΒΒΑΤΟΝ 2 μ.μ. διά ΚΕΡΚΥΡΑΝ, ΠΑΤΡΑΣ. Κάθε ΤΡΙΤΗΝ 2 μ.μ. ΜΥΚΟΝΟΝ, ΡΟΔΟΝ. bbox=[475, 1032, 619, 1073]
south-header: ΔΙΑ ΝΟΤΙΟΝ ΑΜΕΡΙΚΗΝ bbox=[186, 611, 282, 621]
femex-ad bbox=[934, 1909, 1179, 1997]
phone-subtitle: ΔΙΑ ΤΟΝ ΚΑΤΑΤΟΠΙΣΜΟΝ ΤΟΥ ΚΟΙΝΟΥ ΕΠΙ ΤΩΝ ΣΧΕΣΕΩΝ ΤΟΥ ΜΕ ΤΟΝ Ο.Τ.Ε. bbox=[1225, 991, 1475, 1015]
pantios-signature: Καθηγητής Π. ΠΕΡΔΙΚΑΣ bbox=[817, 2061, 916, 2071]
perratikos-agents: Πρακτορεῖον ΠΕΡΑΤΙΚΟΣ καί ΧΑΛΚΟΥΣΗΣ. Τηλ. 42.822 & 41.143 bbox=[111, 1473, 357, 1483]
food-subhead: ΤΑ ΤΕΛΙΚΑ ΠΟΡΙΣΜΑΤΑ ΤΩΝ ΕΙΔΙΚΩΝ ΕΡΕΥΝΩΝ ΤΩΝ ΓΕΡΜΑΝΩΝ ΕΠΙΣΤΗΜΟΝΩΝ bbox=[1232, 143, 1547, 165]
filippos-line1: ΒΡΙΝΔΗΣΙΟΝ - ΒΕΝΕΤΙΑΝ bbox=[113, 1589, 356, 1612]
